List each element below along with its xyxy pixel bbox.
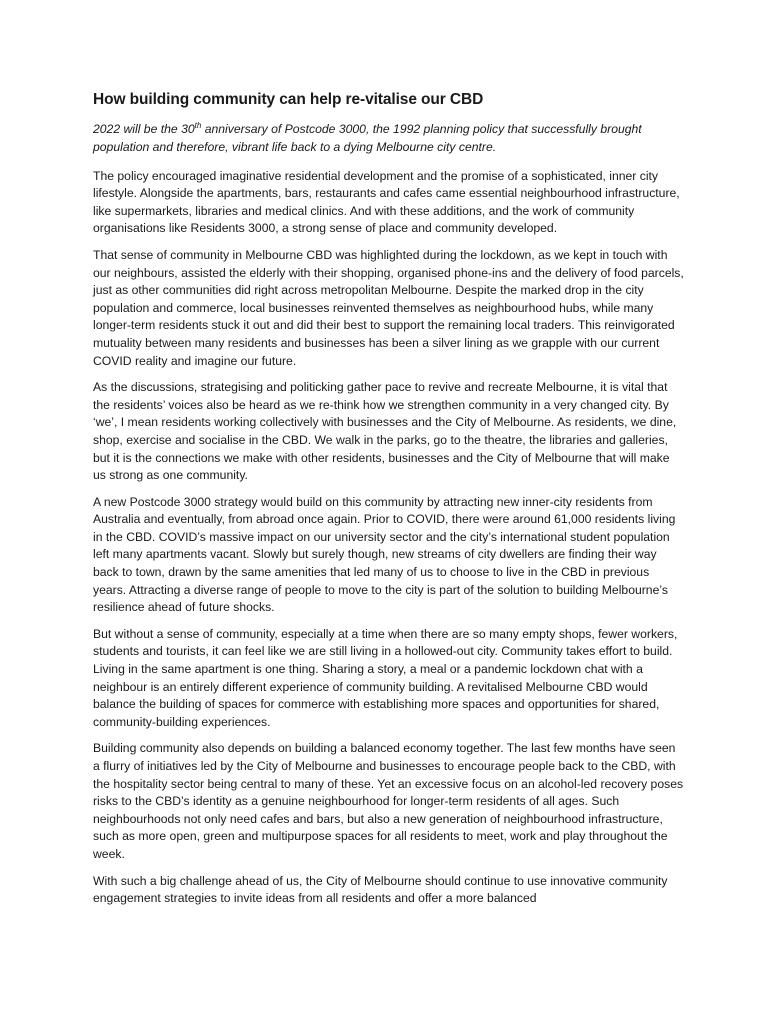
document-body — [93, 90, 685, 917]
intro-paragraph — [93, 121, 685, 157]
paragraph-1: The policy encouraged imaginative residential development and the promise of a sophisticated, inner city lifestyle. Alongside the apartments, bars, restaurants and cafes came essential neighbourhood infrastructure, like supermarkets, libraries and medical clinics. And with these additions, and the work of community organisations like Residents 3000, a strong sense of place and community developed. — [93, 168, 680, 236]
paragraph-5: But without a sense of community, especially at a time when there are so many empty shops, fewer workers, students and tourists, it can feel like we are still living in a hollowed-out city. Community takes effort to build. Living in the same apartment is one thing. Sharing a story, a meal or a pandemic lockdown chat with a neighbour is an entirely different experience of community building. A revitalised Melbourne CBD would balance the building of spaces for commerce with establishing more spaces and opportunities for shared, community-building experiences. — [93, 626, 678, 729]
paragraph-7: With such a big challenge ahead of us, the City of Melbourne should continue to use innovative community engagement strategies to invite ideas from all residents and offer a more balanced — [93, 873, 668, 906]
intro-text-start: 2022 will be the 30 — [93, 122, 195, 136]
intro-superscript: th — [194, 120, 202, 130]
intro-text-end: anniversary of Postcode 3000, the 1992 planning policy that successfully brought population and therefore, vibrant life back to a dying Melbourne city centre. — [93, 122, 642, 154]
document-title: How building community can help re-vitalise our CBD — [93, 91, 484, 108]
paragraph-6: Building community also depends on building a balanced economy together. The last few months have seen a flurry of initiatives led by the City of Melbourne and businesses to encourage people back to the CBD, with the hospitality sector being central to many of these. Yet an excessive focus on an alcohol-led recovery poses risks to the CBD’s identity as a genuine neighbourhood for longer-term residents of all ages. Such neighbourhoods not only need cafes and bars, but also a new generation of neighbourhood infrastructure, such as more open, green and multipurpose spaces for all residents to meet, work and play throughout the week. — [93, 741, 684, 861]
paragraph-2: That sense of community in Melbourne CBD was highlighted during the lockdown, as we kept in touch with our neighbours, assisted the elderly with their shopping, organised phone-ins and the delivery of food parcels, just as other communities did right across metropolitan Melbourne. Despite the marked drop in the city population and commerce, local businesses reinvented themselves as neighbourhood hubs, while many longer-term residents stuck it out and did their best to support the remaining local traders. This reinvigorated mutuality between many residents and businesses has been a silver lining as we grapple with our current COVID reality and imagine our future. — [93, 247, 684, 368]
paragraph-4: A new Postcode 3000 strategy would build on this community by attracting new inner-city residents from Australia and eventually, from abroad once again. Prior to COVID, there were around 61,000 residents living in the CBD. COVID’s massive impact on our university sector and the city’s international student population left many apartments vacant. Slowly but surely though, new streams of city dwellers are finding their way back to town, drawn by the same amenities that led many of us to choose to live in the CBD in previous years. Attracting a diverse range of people to move to the city is part of the solution to building Melbourne’s resilience ahead of future shocks. — [93, 494, 676, 615]
paragraph-3: As the discussions, strategising and politicking gather pace to revive and recreate Melbourne, it is vital that the residents’ voices also be heard as we re-think how we strengthen community in a very changed city. By ‘we’, I mean residents working collectively with businesses and the City of Melbourne. As residents, we dine, shop, exercise and socialise in the CBD. We walk in the parks, go to the theatre, the libraries and galleries, but it is the connections we make with other residents, businesses and the City of Melbourne that will make us strong as one community. — [93, 380, 677, 483]
